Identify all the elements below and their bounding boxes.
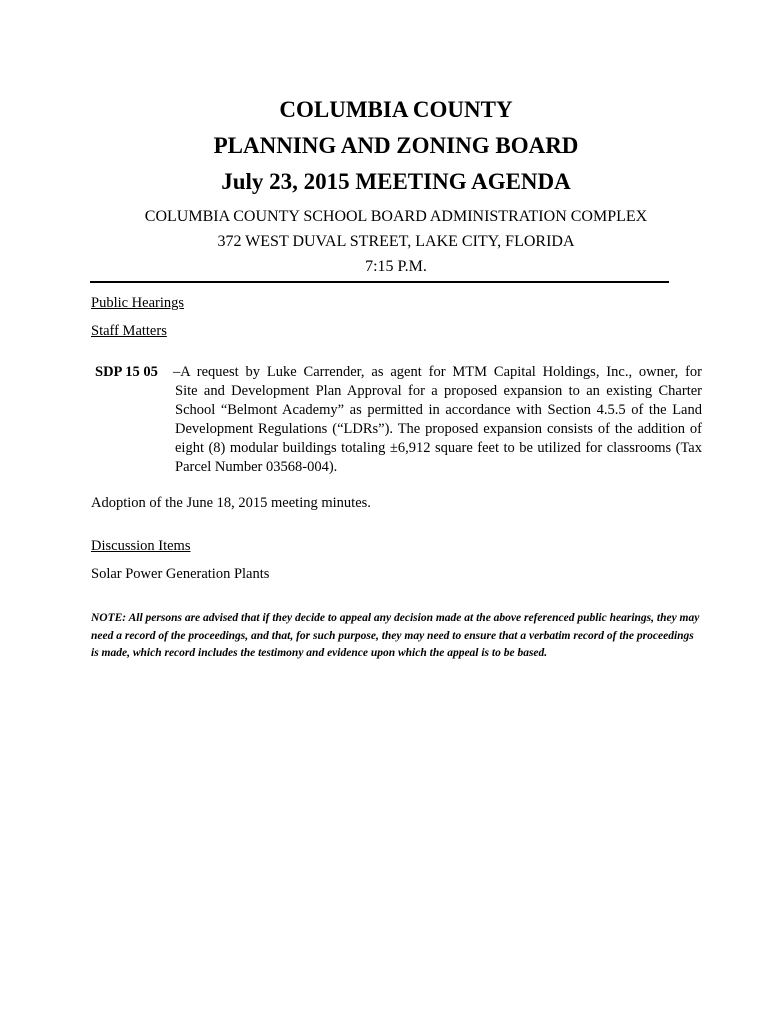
item-description: Site and Development Plan Approval for a proposed expansion to an existing Charter School “Belmont Academy” as permitted in accordance with Section 4.5.5 of the Land Development Regulations (“LDRs”). The proposed expansion consists of the addition of eight (8) modular buildings totaling ±6,912 square feet to be utilized for classrooms (Tax Parcel Number 03568-004). <box>175 383 702 475</box>
section-discussion-items: Discussion Items <box>91 538 191 554</box>
agenda-body <box>91 293 702 663</box>
minutes-adoption: Adoption of the June 18, 2015 meeting minutes. <box>91 495 371 511</box>
agenda-header <box>90 92 702 279</box>
section-staff-matters: Staff Matters <box>91 323 167 339</box>
county-name: COLUMBIA COUNTY <box>279 97 513 122</box>
meeting-address: 372 WEST DUVAL STREET, LAKE CITY, FLORIDA <box>217 233 575 250</box>
agenda-item-sdp <box>95 363 702 477</box>
item-description-first-line: –A request by Luke Carrender, as agent for MTM Capital Holdings, Inc., owner, for <box>173 364 702 380</box>
meeting-location: COLUMBIA COUNTY SCHOOL BOARD ADMINISTRATION COMPLEX <box>144 208 648 225</box>
appeal-notice: NOTE: All persons are advised that if they decide to appeal any decision made at the above referenced public hearings, they may need a record of the proceedings, and that, for such purpose, they may need to ensure that a verbatim record of the proceedings is made, which record includes the testimony and evidence upon which the appeal is to be based. <box>91 612 700 659</box>
discussion-item: Solar Power Generation Plants <box>91 566 270 582</box>
item-code: SDP 15 05 <box>95 364 158 380</box>
board-name: PLANNING AND ZONING BOARD <box>213 133 579 158</box>
header-divider <box>90 281 669 283</box>
meeting-time: 7:15 P.M. <box>365 258 427 275</box>
agenda-title: July 23, 2015 MEETING AGENDA <box>221 169 571 194</box>
section-public-hearings: Public Hearings <box>91 295 185 311</box>
